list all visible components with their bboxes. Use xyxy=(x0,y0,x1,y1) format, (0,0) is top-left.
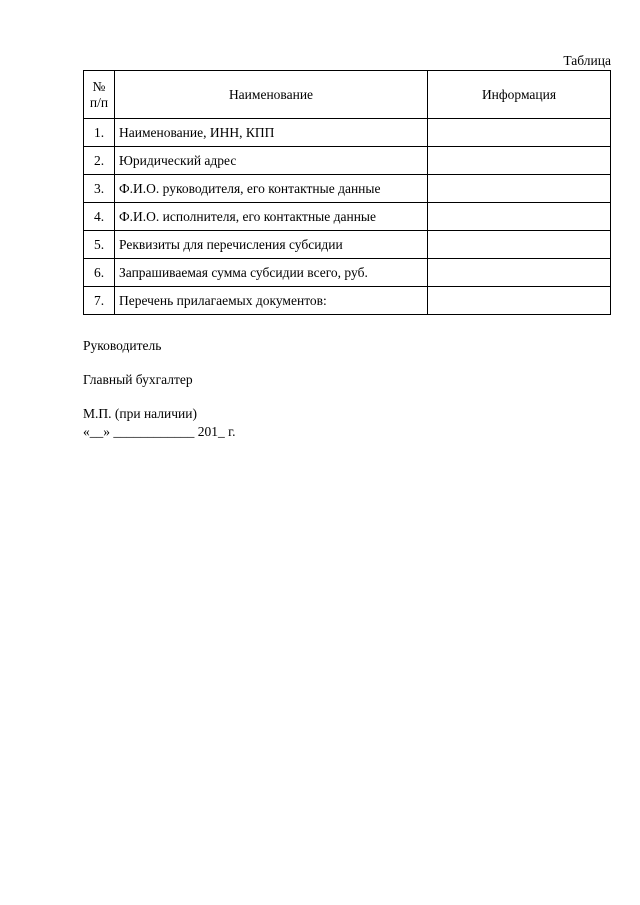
date-line: «__» ____________ 201_ г. xyxy=(83,424,236,439)
header-info xyxy=(428,71,611,119)
table-row xyxy=(84,119,611,147)
header-info-label: Информация xyxy=(481,86,557,102)
table-row xyxy=(84,287,611,315)
row-num: 2. xyxy=(84,147,115,175)
row-name: Наименование, ИНН, КПП xyxy=(115,119,428,147)
row-name: Юридический адрес xyxy=(115,147,428,175)
row-info xyxy=(428,259,611,287)
table-row xyxy=(84,147,611,175)
row-num: 1. xyxy=(84,119,115,147)
signature-head: Руководитель xyxy=(83,338,162,353)
table-row xyxy=(84,259,611,287)
header-num-label: № п/п xyxy=(89,78,109,110)
row-num: 5. xyxy=(84,231,115,259)
table-header-row xyxy=(84,71,611,119)
table-row xyxy=(84,231,611,259)
row-name: Запрашиваемая сумма субсидии всего, руб. xyxy=(115,259,428,287)
header-name-label: Наименование xyxy=(228,86,314,102)
row-num: 3. xyxy=(84,175,115,203)
table-row xyxy=(84,203,611,231)
row-name: Перечень прилагаемых документов: xyxy=(115,287,428,315)
table-row xyxy=(84,175,611,203)
row-name: Реквизиты для перечисления субсидии xyxy=(115,231,428,259)
info-table xyxy=(83,70,611,315)
row-info xyxy=(428,231,611,259)
stamp-label: М.П. (при наличии) xyxy=(83,406,197,421)
row-info xyxy=(428,147,611,175)
table-caption: Таблица xyxy=(563,53,611,68)
row-info xyxy=(428,119,611,147)
row-info xyxy=(428,175,611,203)
header-num xyxy=(84,71,115,119)
row-num: 4. xyxy=(84,203,115,231)
row-info xyxy=(428,287,611,315)
row-name: Ф.И.О. исполнителя, его контактные данные xyxy=(115,203,428,231)
signature-accountant: Главный бухгалтер xyxy=(83,372,193,387)
row-num: 6. xyxy=(84,259,115,287)
row-name: Ф.И.О. руководителя, его контактные данные xyxy=(115,175,428,203)
row-num: 7. xyxy=(84,287,115,315)
row-info xyxy=(428,203,611,231)
header-name xyxy=(115,71,428,119)
